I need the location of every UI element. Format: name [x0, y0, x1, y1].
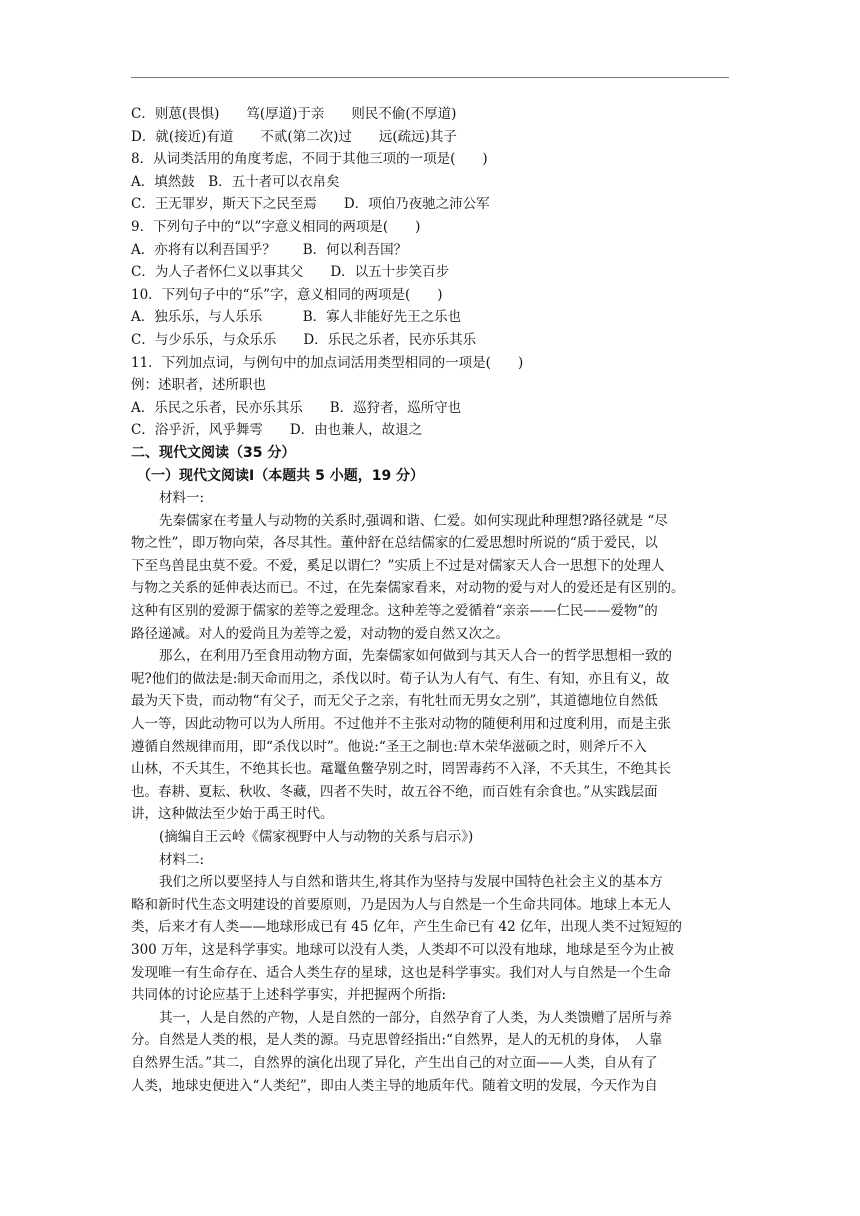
material-1-label: 材料一: — [159, 490, 205, 507]
question-10-option: C．与少乐乐，与众乐乐 D．乐民之乐者，民亦乐其乐 — [131, 331, 477, 348]
question-11-option: A．乐民之乐者，民亦乐其乐 B．巡狩者，巡所守也 — [131, 399, 462, 416]
material-1-p2-line: 那么，在利用乃至食用动物方面，先秦儒家如何做到与其天人合一的哲学思想相一致的 — [159, 648, 672, 665]
option-line: D．就(接近)有道 不贰(第二次)过 远(疏远)其子 — [131, 128, 457, 145]
question-10-option: A．独乐乐，与人乐乐 B．寡人非能好先王之乐也 — [131, 309, 462, 326]
material-2-p2-line: 人类，地球史便进入“人类纪”，即由人类主导的地质年代。随着文明的发展，今天作为自 — [131, 1077, 658, 1094]
material-2-p2-line: 其一，人是自然的产物，人是自然的一部分，自然孕育了人类，为人类馈赠了居所与养 — [159, 1009, 672, 1026]
document-body — [131, 103, 731, 1097]
material-2-label: 材料二: — [159, 851, 205, 868]
question-10-stem: 10．下列句子中的“乐”字，意义相同的两项是( ) — [131, 286, 443, 303]
question-11-stem: 11．下列加点词，与例句中的加点词活用类型相同的一项是( ) — [131, 354, 524, 371]
question-9-option: A．亦将有以利吾国乎？ B．何以利吾国？ — [131, 241, 408, 258]
section-heading: 二、现代文阅读（35 分） — [131, 444, 296, 461]
material-1-p1-line: 物之性”，即万物向荣，各尽其性。董仲舒在总结儒家的仁爱思想时所说的“质于爱民，以 — [131, 535, 658, 552]
material-2-p2-line: 自然界生活。”其二，自然界的演化出现了异化，产生出自己的对立面——人类，自从有了 — [131, 1054, 658, 1071]
material-1-p2-line: 人一等，因此动物可以为人所用。不过他并不主张对动物的随便利用和过度利用，而是主张 — [131, 716, 671, 733]
material-2-p1-line: 我们之所以要坚持人与自然和谐共生,将其作为坚持与发展中国特色社会主义的基本方 — [159, 874, 663, 891]
material-2-p2-line: 分。自然是人类的根，是人类的源。马克思曾经指出:“自然界，是人的无机的身体， 人靠 — [131, 1032, 663, 1049]
material-1-p1-line: 与物之关系的延伸表达而已。不过，在先秦儒家看来，对动物的爱与对人的爱还是有区别的。 — [131, 580, 685, 597]
question-9-stem: 9．下列句子中的“以”字意义相同的两项是( ) — [131, 218, 421, 235]
material-2-p1-line: 略和新时代生态文明建设的首要原则，乃是因为人与自然是一个生命共同体。地球上本无人 — [131, 896, 671, 913]
material-1-p2-line: 呢?他们的做法是:制天命而用之，杀伐以时。荀子认为人有气、有生、有知，亦且有义，故 — [131, 670, 670, 687]
question-8-option: C．王无罪岁，斯天下之民至焉 D．项伯乃夜驰之沛公军 — [131, 196, 490, 213]
question-11-option: C．浴乎沂，风乎舞雩 D．由也兼人，故退之 — [131, 422, 423, 439]
question-8-option: A．填然鼓 B．五十者可以衣帛矣 — [131, 173, 340, 190]
material-2-p1-line: 共同体的讨论应基于上述科学事实，并把握两个所指: — [131, 987, 447, 1004]
material-2-p1-line: 300 万年，这是科学事实。地球可以没有人类，人类却不可以没有地球，地球是至今为止被 — [131, 941, 675, 958]
material-1-p1-line: 下至鸟兽昆虫莫不爱。不爱，奚足以谓仁？”实质上不过是对儒家天人合一思想下的处理人 — [131, 557, 665, 574]
material-2-p1-line: 发现唯一有生命存在、适合人类生存的星球，这也是科学事实。我们对人与自然是一个生命 — [131, 964, 671, 981]
material-1-p1-line: 先秦儒家在考量人与动物的关系时,强调和谐、仁爱。如何实现此种理想?路径就是 “尽 — [159, 512, 668, 529]
material-1-p1-line: 路径递减。对人的爱尚且为差等之爱，对动物的爱自然又次之。 — [131, 625, 509, 642]
material-1-p2-line: 遵循自然规律而用，即“杀伐以时”。他说:“圣王之制也:草木荣华滋硕之时，则斧斤不入 — [131, 738, 647, 755]
header-rule — [131, 77, 729, 78]
material-1-p2-line: 最为天下贵，而动物“有父子，而无父子之亲，有牝牡而无男女之别”，其道德地位自然低 — [131, 693, 658, 710]
material-1-p2-line: 山林，不夭其生，不绝其长也。鼋鼍鱼鳖孕别之时，罔罟毒药不入泽，不夭其生，不绝其长 — [131, 761, 671, 778]
option-line: C．则葸(畏惧) 笃(厚道)于亲 则民不偷(不厚道) — [131, 106, 457, 122]
source-citation: (摘编自王云岭《儒家视野中人与动物的关系与启示》) — [159, 829, 474, 845]
material-1-p2-line: 也。春耕、夏耘、秋收、冬藏，四者不失时，故五谷不绝，而百姓有余食也。”从实践层面 — [131, 783, 658, 800]
question-8-stem: 8．从词类活用的角度考虑，不同于其他三项的一项是( ) — [131, 151, 488, 168]
subsection-heading: （一）现代文阅读Ⅰ（本题共 5 小题，19 分） — [137, 467, 425, 484]
material-2-p1-line: 类，后来才有人类——地球形成已有 45 亿年，产生生命已有 42 亿年，出现人类不过短短的 — [131, 919, 683, 936]
material-1-p1-line: 这种有区别的爱源于儒家的差等之爱理念。这种差等之爱循着“亲亲——仁民——爱物”的 — [131, 603, 658, 620]
material-1-p2-line: 讲，这种做法至少始于禹王时代。 — [131, 806, 334, 823]
question-9-option: C．为人子者怀仁义以事其父 D．以五十步笑百步 — [131, 264, 450, 281]
question-11-example: 例：述职者，述所职也 — [131, 377, 266, 394]
